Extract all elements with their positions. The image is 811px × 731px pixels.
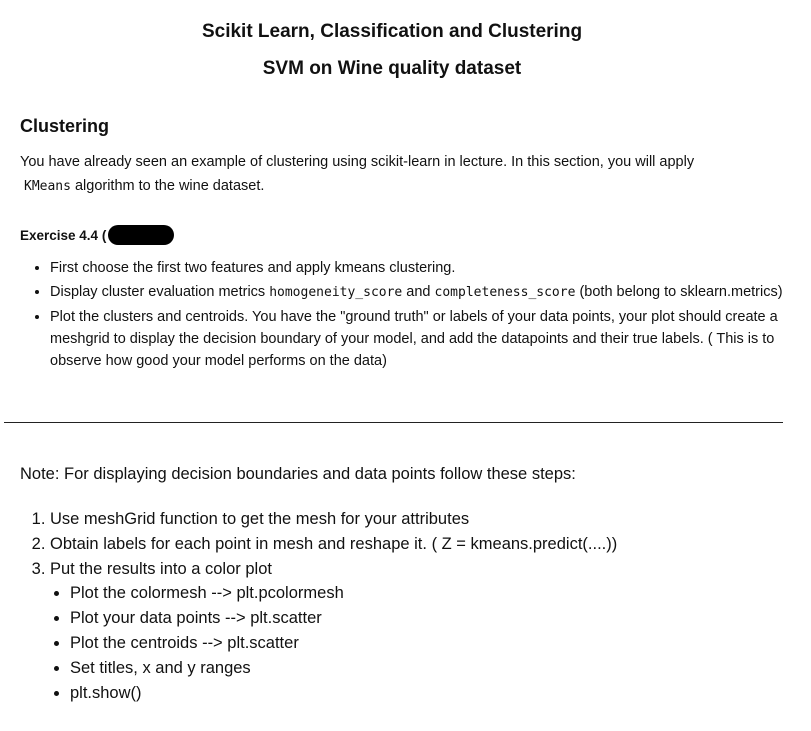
steps-list	[28, 507, 617, 705]
substep-item: • Plot the colormesh --> plt.pcolormesh	[70, 581, 617, 606]
exercise-text: Exercise 4.4 (	[20, 227, 107, 243]
step-item	[50, 557, 617, 706]
exercise-label	[20, 225, 174, 245]
exercise-bullets	[28, 257, 792, 374]
section-heading: Clustering	[20, 116, 110, 136]
list-item-text: Display cluster evaluation metrics	[50, 284, 266, 300]
step-item: 1. Use meshGrid function to get the mesh for your attributes	[50, 507, 617, 532]
kmeans-code: KMeans	[24, 179, 71, 194]
horizontal-divider	[4, 422, 783, 423]
substeps-list	[50, 581, 617, 705]
list-item: • First choose the first two features and apply kmeans clustering.	[50, 257, 792, 279]
list-item: • Plot the clusters and centroids. You have the "ground truth" or labels of your data points, your plot should create a meshgrid to display the decision boundary of your model, and add the datapoints and their true labels. ( This is to observe how good your model performs on the data)	[50, 306, 792, 372]
list-item	[50, 281, 792, 304]
intro-paragraph	[20, 150, 780, 199]
redaction-mark	[108, 225, 174, 245]
intro-text: You have already seen an example of clustering using scikit-learn in lecture. In this section, you will apply	[20, 154, 695, 170]
substep-item: • Plot your data points --> plt.scatter	[70, 606, 617, 631]
step-item: 2. Obtain labels for each point in mesh and reshape it. ( Z = kmeans.predict(....))	[50, 532, 617, 557]
list-item-text: and	[406, 284, 431, 300]
substep-item: • plt.show()	[70, 681, 617, 706]
page-subtitle: SVM on Wine quality dataset	[262, 58, 522, 79]
intro-text-end: algorithm to the wine dataset.	[74, 178, 265, 194]
step-item-text: Put the results into a color plot	[50, 559, 272, 578]
substep-item: • Set titles, x and y ranges	[70, 656, 617, 681]
note-text: Note: For displaying decision boundaries and data points follow these steps:	[20, 465, 576, 483]
substep-item: • Plot the centroids --> plt.scatter	[70, 631, 617, 656]
page-title: Scikit Learn, Classification and Clustering	[201, 21, 583, 42]
homogeneity-code: homogeneity_score	[269, 285, 403, 300]
completeness-code: completeness_score	[434, 285, 576, 300]
list-item-text: (both belong to sklearn.metrics)	[579, 284, 783, 300]
